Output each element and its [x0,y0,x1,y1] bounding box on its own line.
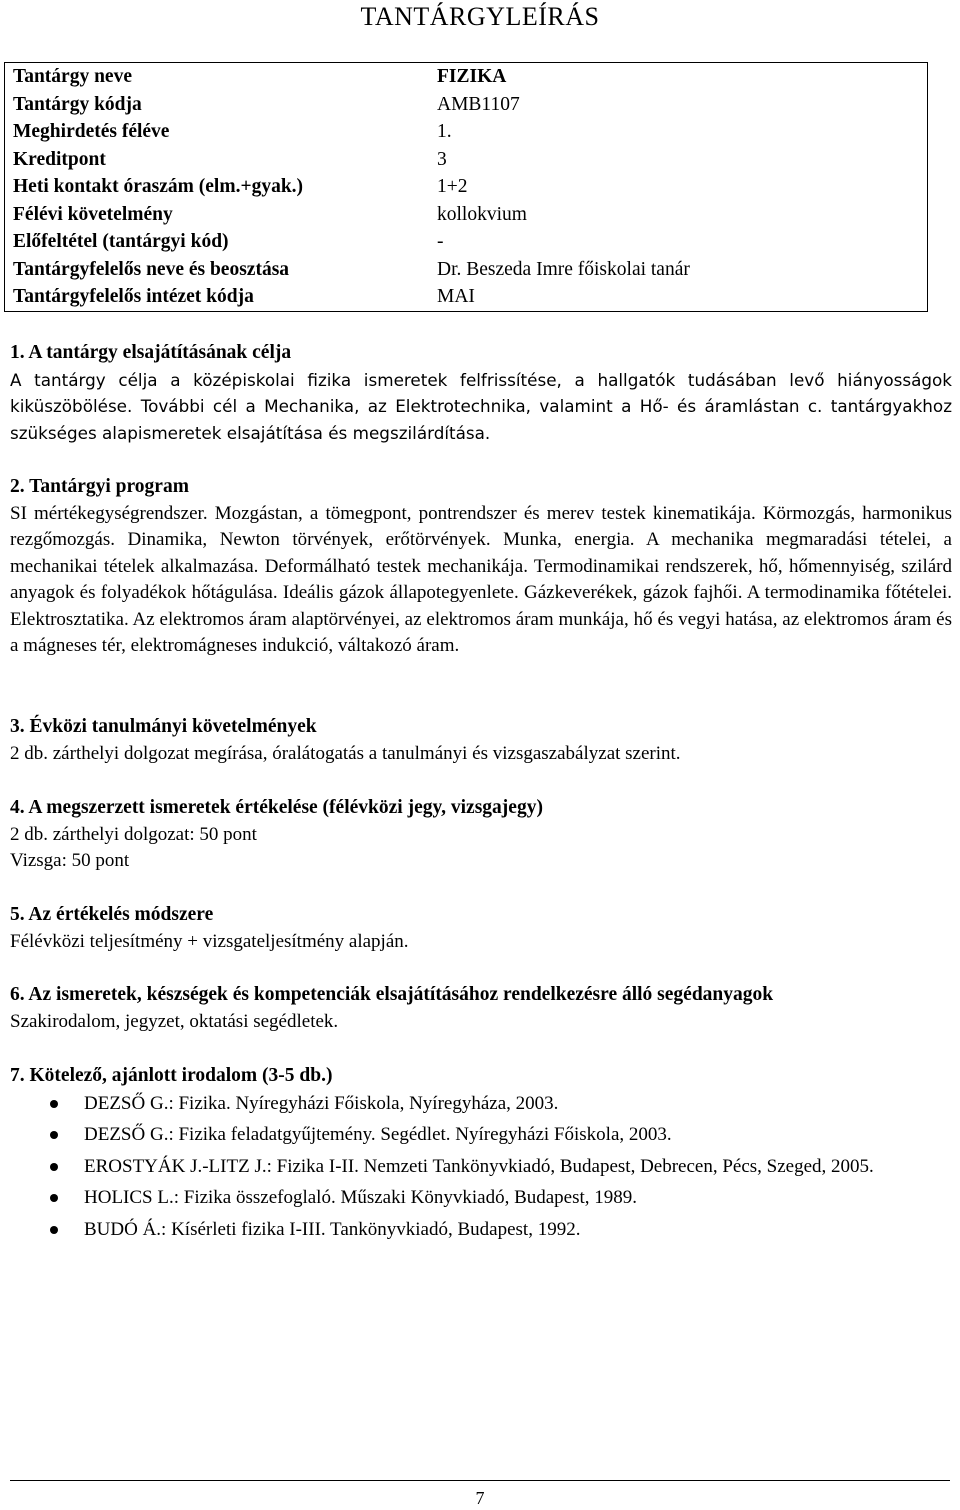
reference-text: DEZSŐ G.: Fizika. Nyíregyházi Főiskola, Nyíregyháza, 2003. [84,1092,559,1114]
bullet-icon [50,1163,58,1171]
reference-item [10,1153,952,1181]
info-row [5,118,928,146]
bullet-icon [50,1226,58,1234]
section-program [10,474,952,660]
info-row [5,228,928,256]
reference-text: BUDÓ Á.: Kísérleti fizika I-III. Tankönyvkiadó, Budapest, 1992. [84,1218,581,1240]
bullet-icon [50,1194,58,1202]
section-text: 2 db. zárthelyi dolgozat megírása, óralátogatás a tanulmányi és vizsgaszabályzat szerint. [10,742,681,764]
info-label: Tantárgyfelelős neve és beosztása [13,258,290,280]
reference-item [10,1090,952,1118]
bullet-icon [50,1131,58,1139]
bullet-icon [50,1100,58,1108]
info-label: Tantárgy kódja [13,93,142,115]
info-row [5,63,928,91]
section-evaluation [10,795,952,875]
section-materials [10,982,952,1035]
info-row [5,91,928,119]
section-heading: 3. Évközi tanulmányi követelmények [10,716,317,737]
info-value: 1+2 [437,176,468,197]
section-heading: 2. Tantárgyi program [10,476,189,497]
info-value: Dr. Beszeda Imre főiskolai tanár [437,258,690,280]
info-value: MAI [437,286,475,307]
info-label: Meghirdetés féléve [13,121,170,142]
info-label: Tantárgy neve [13,66,132,87]
section-line: Vizsga: 50 pont [10,850,130,871]
info-label: Tantárgyfelelős intézet kódja [13,286,254,307]
info-value: kollokvium [437,203,527,225]
page-number: 7 [475,1488,485,1508]
section-line: 2 db. zárthelyi dolgozat: 50 pont [10,823,257,845]
info-value: FIZIKA [437,66,507,87]
section-text: A tantárgy célja a középiskolai fizika ismeretek felfrissítése, a hallgatók tudásában levő hiányosságok kiküszöbölése. További cél a Mechanika, az Elektrotechnika, valamint a Hő- és áramlástan c. tantárgyakhoz szükséges alapismeretek elsajátítása és megszilárdítása. [10,369,952,443]
info-row [5,146,928,174]
reference-list [10,1090,952,1244]
reference-text: HOLICS L.: Fizika összefoglaló. Műszaki Könyvkiadó, Budapest, 1989. [84,1187,638,1208]
section-goal [10,340,952,446]
section-text: Félévközi teljesítmény + vizsgateljesítmény alapján. [10,930,409,952]
info-row [5,256,928,284]
reference-item [10,1121,952,1149]
section-heading: 4. A megszerzett ismeretek értékelése (félévközi jegy, vizsgajegy) [10,797,543,818]
info-row [5,173,928,201]
info-value: 1. [437,121,452,142]
reference-text: DEZSŐ G.: Fizika feladatgyűjtemény. Segédlet. Nyíregyházi Főiskola, 2003. [84,1124,672,1145]
info-label: Előfeltétel (tantárgyi kód) [13,231,229,252]
section-requirements [10,714,952,767]
info-label: Kreditpont [13,148,106,170]
info-row [5,201,928,229]
footer-divider [10,1480,950,1481]
section-heading: 5. Az értékelés módszere [10,904,214,925]
info-value: - [437,231,444,252]
section-text: Szakirodalom, jegyzet, oktatási segédletek. [10,1010,339,1032]
section-heading: 7. Kötelező, ajánlott irodalom (3-5 db.) [10,1065,333,1086]
info-label: Félévi követelmény [13,203,173,225]
info-label: Heti kontakt óraszám (elm.+gyak.) [13,176,304,197]
document-title: TANTÁRGYLEÍRÁS [360,2,600,31]
reference-item [10,1216,952,1244]
course-info-table [4,62,928,312]
section-literature [10,1063,952,1247]
reference-item [10,1184,952,1212]
reference-text: EROSTYÁK J.-LITZ J.: Fizika I-II. Nemzeti Tankönyvkiadó, Budapest, Debrecen, Pécs, Szeged, 2005. [84,1155,874,1177]
section-method [10,902,952,955]
section-heading: 6. Az ismeretek, készségek és kompetenciák elsajátításához rendelkezésre álló segédanyagok [10,984,774,1005]
info-row [5,283,928,311]
info-value: 3 [437,148,447,170]
section-text: SI mértékegységrendszer. Mozgástan, a tömegpont, pontrendszer és merev testek kinematikája. Körmozgás, harmonikus rezgőmozgás. Dinamika, Newton törvények, erőtörvények. Munka, energia. A mechanika megmaradási tételei, a mechanikai tételek alkalmazása. Deformálható testek mechanikája. Termodinamikai rendszerek, hő, hőmennyiség, szilárd anyagok és folyadékok hőtágulása. Ideális gázok állapotegyenlete. Gázkeverékek, gázok fajhői. A termodinamika főtételei. Elektrosztatika. Az elektromos áram alaptörvényei, az elektromos áram munkája, hő és vegyi hatása, az elektromos áram és a mágneses tér, elektromágneses indukció, váltakozó áram. [10,502,952,656]
section-heading: 1. A tantárgy elsajátításának célja [10,342,292,363]
info-value: AMB1107 [437,93,520,115]
